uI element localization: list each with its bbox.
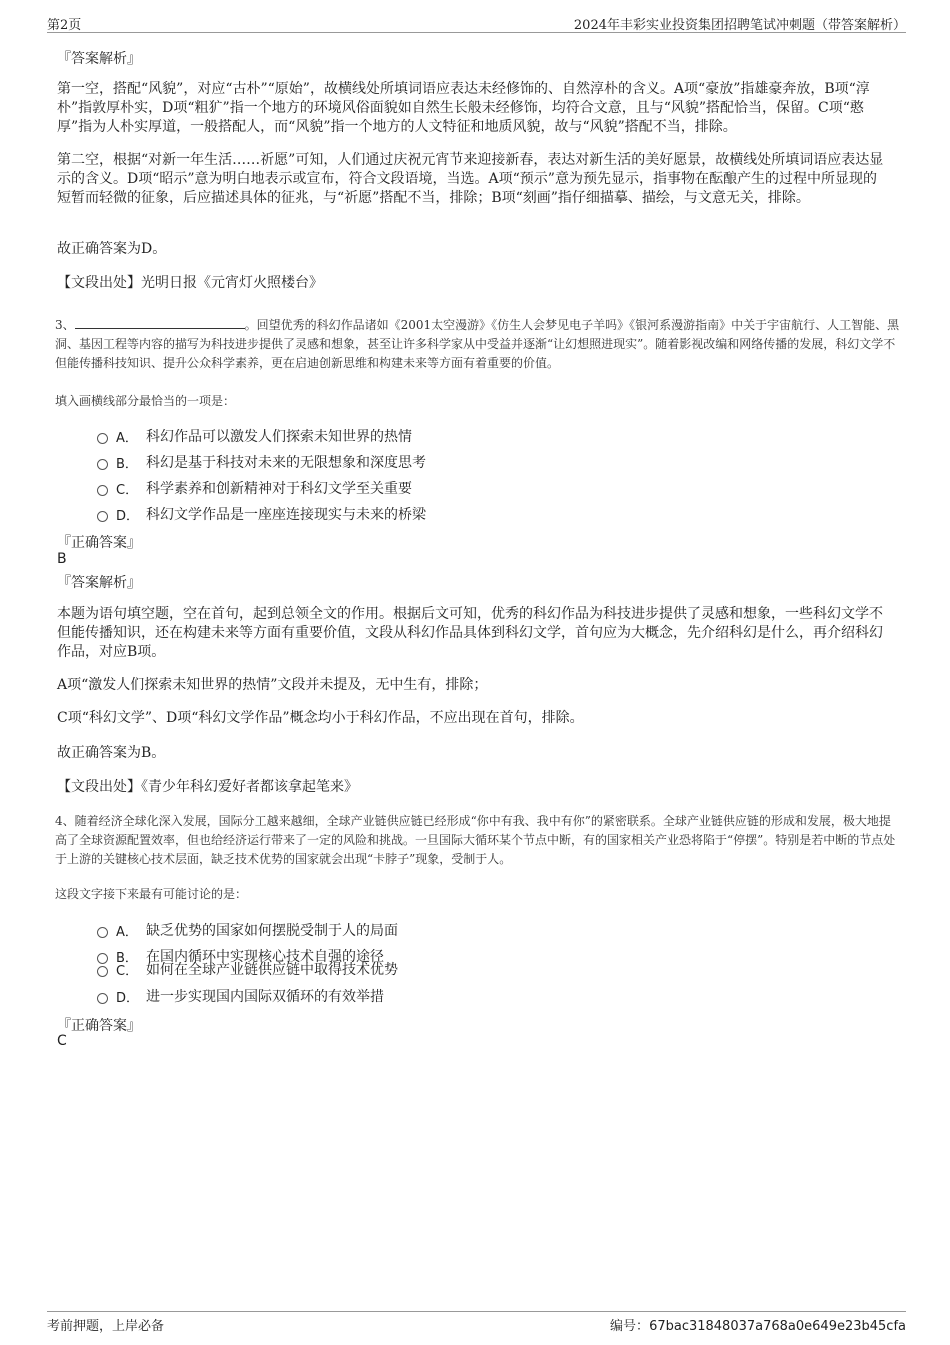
radio-icon[interactable] — [97, 927, 108, 938]
analysis-paragraph-2: 第二空，根据“对新一年生活……祈愿”可知，人们通过庆祝元宵节来迎接新春，表达对新生活的美好愿景，故横线处所填词语应表达显示的含义。D项“昭示”意为明白地表示或宣布，符合文段语境，当选。A项“预示”意为预先显示，指事物在酝酿产生的过程中所显现的短暂而轻微的征象，后应描述具体的征兆，与“祈愿”搭配不当，排除；B项“刻画”指仔细描摹、描绘，与文意无关，排除。 — [57, 152, 884, 206]
question-4-prompt: 这段文字接下来最有可能讨论的是： — [55, 887, 248, 901]
option-d[interactable]: D． 科幻文学作品是一座座连接现实与未来的桥梁 — [97, 504, 426, 524]
conclusion: 故正确答案为D。 — [57, 241, 167, 257]
analysis-label: 『答案解析』 — [57, 51, 141, 67]
question-4-number: 4、 — [55, 814, 75, 828]
option-a[interactable]: A． 科幻作品可以激发人们探索未知世界的热情 — [97, 426, 412, 446]
option-d[interactable]: D． 进一步实现国内国际双循环的有效举措 — [97, 986, 384, 1006]
document-code: 编号：67bac31848037a768a0e649e23b45cfa — [610, 1319, 906, 1334]
radio-icon[interactable] — [97, 993, 108, 1004]
footer-slogan: 考前押题，上岸必备 — [47, 1319, 165, 1334]
analysis-label: 『答案解析』 — [57, 575, 141, 591]
question-3-number: 3、 — [55, 318, 75, 332]
blank-line — [75, 316, 245, 329]
page-header — [47, 12, 906, 33]
answer-label: 『正确答案』 — [57, 535, 141, 551]
question-3-prompt: 填入画横线部分最恰当的一项是： — [55, 394, 236, 408]
radio-icon[interactable] — [97, 459, 108, 470]
radio-icon[interactable] — [97, 433, 108, 444]
option-a[interactable]: A． 缺乏优势的国家如何摆脱受制于人的局面 — [97, 920, 398, 940]
option-c[interactable]: C． 科学素养和创新精神对于科幻文学至关重要 — [97, 478, 412, 498]
analysis-paragraph-2: A项“激发人们探索未知世界的热情”文段并未提及，无中生有，排除； — [57, 677, 488, 693]
radio-icon[interactable] — [97, 511, 108, 522]
source: 【文段出处】《青少年科幻爱好者都该拿起笔来》 — [57, 779, 358, 795]
page-footer — [47, 1311, 906, 1334]
option-b[interactable]: B． 在国内循环中实现核心技术自强的途径 — [97, 946, 384, 966]
radio-icon[interactable] — [97, 485, 108, 496]
analysis-paragraph-3: C项“科幻文学”、D项“科幻文学作品”概念均小于科幻作品，不应出现在首句，排除。 — [57, 710, 584, 726]
answer-value: C — [57, 1033, 67, 1049]
answer-value: B — [57, 551, 67, 567]
analysis-paragraph-1: 本题为语句填空题，空在首句，起到总领全文的作用。根据后文可知，优秀的科幻作品为科技进步提供了灵感和想象，一些科幻文学不但能传播知识，还在构建未来等方面有重要价值，文段从科幻作品具体到科幻文学，首句应为大概念，先介绍科幻是什么，再介绍科幻作品，对应B项。 — [57, 606, 883, 660]
conclusion: 故正确答案为B。 — [57, 745, 166, 761]
option-b[interactable]: B． 科幻是基于科技对未来的无限想象和深度思考 — [97, 452, 426, 472]
question-3-text: 3、 。回望优秀的科幻作品诸如《2001太空漫游》《仿生人会梦见电子羊吗》《银河系漫游指南》中关于宇宙航行、人工智能、黑洞、基因工程等内容的描写为科技进步提供了灵感和想象，甚至让许多科学家从中受益并逐渐“让幻想照进现实”。随着影视改编和网络传播的发展，科幻文学不但能传播科技知识、提升公众科学素养，更在启迪创新思维和构建未来等方面有着重要的价值。 — [55, 318, 900, 370]
analysis-paragraph-1: 第一空，搭配“风貌”，对应“古朴”“原始”，故横线处所填词语应表达未经修饰的、自然淳朴的含义。A项“豪放”指雄豪奔放，B项“淳朴”指敦厚朴实，D项“粗犷”指一个地方的环境风俗面貌如自然生长般未经修饰，均符合文意，且与“风貌”搭配恰当，保留。C项“憨厚”指为人朴实厚道，一般搭配人，而“风貌”指一个地方的人文特征和地质风貌，故与“风貌”搭配不当，排除。 — [57, 81, 870, 135]
answer-label: 『正确答案』 — [57, 1018, 141, 1034]
page-number: 第2页 — [47, 18, 82, 33]
option-c[interactable]: C． 如何在全球产业链供应链中取得技术优势 — [97, 959, 398, 979]
question-4-text: 4、随着经济全球化深入发展，国际分工越来越细，全球产业链供应链已经形成“你中有我、我中有你”的紧密联系。全球产业链供应链的形成和发展，极大地提高了全球资源配置效率，但也给经济运行带来了一定的风险和挑战。一旦国际大循环某个节点中断，有的国家相关产业恐将陷于“停摆”。特别是若中断的节点处于上游的关键核心技术层面，缺乏技术优势的国家就会出现“卡脖子”现象，受制于人。 — [55, 814, 896, 866]
radio-icon[interactable] — [97, 966, 108, 977]
source: 【文段出处】光明日报《元宵灯火照楼台》 — [57, 275, 323, 291]
document-title: 2024年丰彩实业投资集团招聘笔试冲刺题（带答案解析） — [573, 18, 906, 33]
